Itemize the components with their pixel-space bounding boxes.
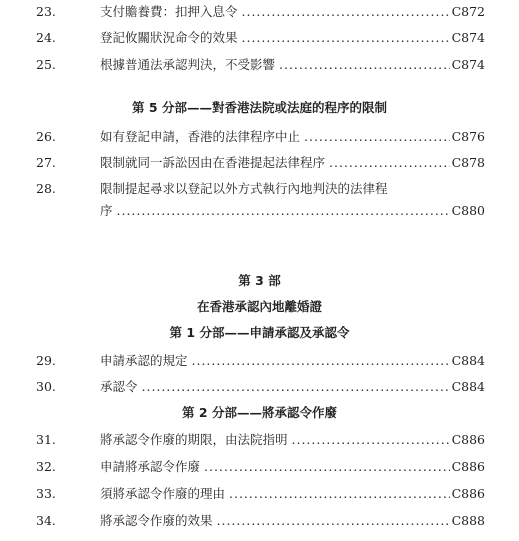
toc-entry-25	[0, 55, 519, 75]
dot-leader	[242, 2, 450, 22]
toc-entry-32	[0, 457, 519, 477]
page-reference: C886	[451, 459, 485, 474]
dot-leader	[279, 55, 450, 75]
dot-leader	[142, 377, 450, 397]
page-reference: C874	[451, 30, 485, 45]
entry-line	[100, 457, 485, 477]
dot-leader	[242, 28, 450, 48]
toc-entry-28-continuation	[0, 201, 519, 221]
toc-entry-30	[0, 377, 519, 397]
entry-number: 28.	[36, 181, 56, 196]
page-reference: C876	[451, 129, 485, 144]
dot-leader	[204, 457, 450, 477]
division-5-heading: 第 5 分部——對香港法院或法庭的程序的限制	[132, 100, 387, 115]
dot-leader	[217, 511, 450, 531]
entry-line	[100, 351, 485, 371]
entry-line	[100, 28, 485, 48]
toc-entry-33	[0, 484, 519, 504]
entry-title: 將承認令作廢的期限，由法院指明	[100, 432, 288, 447]
part-3-heading: 第 3 部	[238, 273, 281, 288]
page-reference: C886	[451, 432, 485, 447]
entry-number: 34.	[36, 513, 56, 528]
entry-line	[100, 55, 485, 75]
page-reference: C884	[451, 353, 485, 368]
dot-leader	[329, 153, 450, 173]
entry-line	[100, 153, 485, 173]
entry-line	[100, 127, 485, 147]
entry-line	[100, 430, 485, 450]
page-reference: C886	[451, 486, 485, 501]
entry-title-line-1: 限制提起尋求以登記以外方式執行內地判決的法律程	[100, 181, 388, 196]
dot-leader	[304, 127, 450, 147]
page-reference: C872	[451, 4, 485, 19]
entry-number: 24.	[36, 30, 56, 45]
entry-number: 33.	[36, 486, 56, 501]
entry-title: 須將承認令作廢的理由	[100, 486, 226, 501]
entry-title: 限制就同一訴訟因由在香港提起法律程序	[100, 155, 326, 170]
entry-number: 30.	[36, 379, 56, 394]
entry-number: 26.	[36, 129, 56, 144]
entry-title-line-2: 序	[100, 203, 113, 218]
division-2-heading: 第 2 分部——將承認令作廢	[182, 405, 337, 420]
toc-entry-26	[0, 127, 519, 147]
page-reference: C874	[451, 57, 485, 72]
entry-number: 29.	[36, 353, 56, 368]
part-3-title: 在香港承認內地離婚證	[196, 299, 322, 314]
dot-leader	[192, 351, 450, 371]
entry-number: 23.	[36, 4, 56, 19]
dot-leader	[117, 201, 450, 221]
page-reference: C888	[451, 513, 485, 528]
entry-line	[100, 484, 485, 504]
toc-entry-24	[0, 28, 519, 48]
entry-line	[100, 511, 485, 531]
page-reference: C878	[451, 155, 485, 170]
entry-line	[100, 2, 485, 22]
entry-title: 將承認令作廢的效果	[100, 513, 213, 528]
entry-number: 25.	[36, 57, 56, 72]
entry-line	[100, 377, 485, 397]
toc-entry-29	[0, 351, 519, 371]
entry-title: 承認令	[100, 379, 138, 394]
entry-number: 27.	[36, 155, 56, 170]
entry-title: 根據普通法承認判決，不受影響	[100, 57, 276, 72]
page-reference: C884	[451, 379, 485, 394]
entry-title: 登記攸關狀況命令的效果	[100, 30, 238, 45]
entry-title: 如有登記申請，香港的法律程序中止	[100, 129, 301, 144]
toc-entry-28	[0, 179, 519, 199]
toc-entry-27	[0, 153, 519, 173]
toc-entry-31	[0, 430, 519, 450]
entry-title: 申請將承認令作廢	[100, 459, 201, 474]
entry-title: 申請承認的規定	[100, 353, 188, 368]
entry-number: 32.	[36, 459, 56, 474]
page-reference: C880	[451, 203, 485, 218]
entry-number: 31.	[36, 432, 56, 447]
entry-line	[100, 201, 485, 221]
dot-leader	[292, 430, 450, 450]
toc-entry-34	[0, 511, 519, 531]
toc-entry-23	[0, 2, 519, 22]
dot-leader	[229, 484, 450, 504]
division-1-heading: 第 1 分部——申請承認及承認令	[169, 325, 350, 340]
entry-title: 支付贍養費：扣押入息令	[100, 4, 238, 19]
